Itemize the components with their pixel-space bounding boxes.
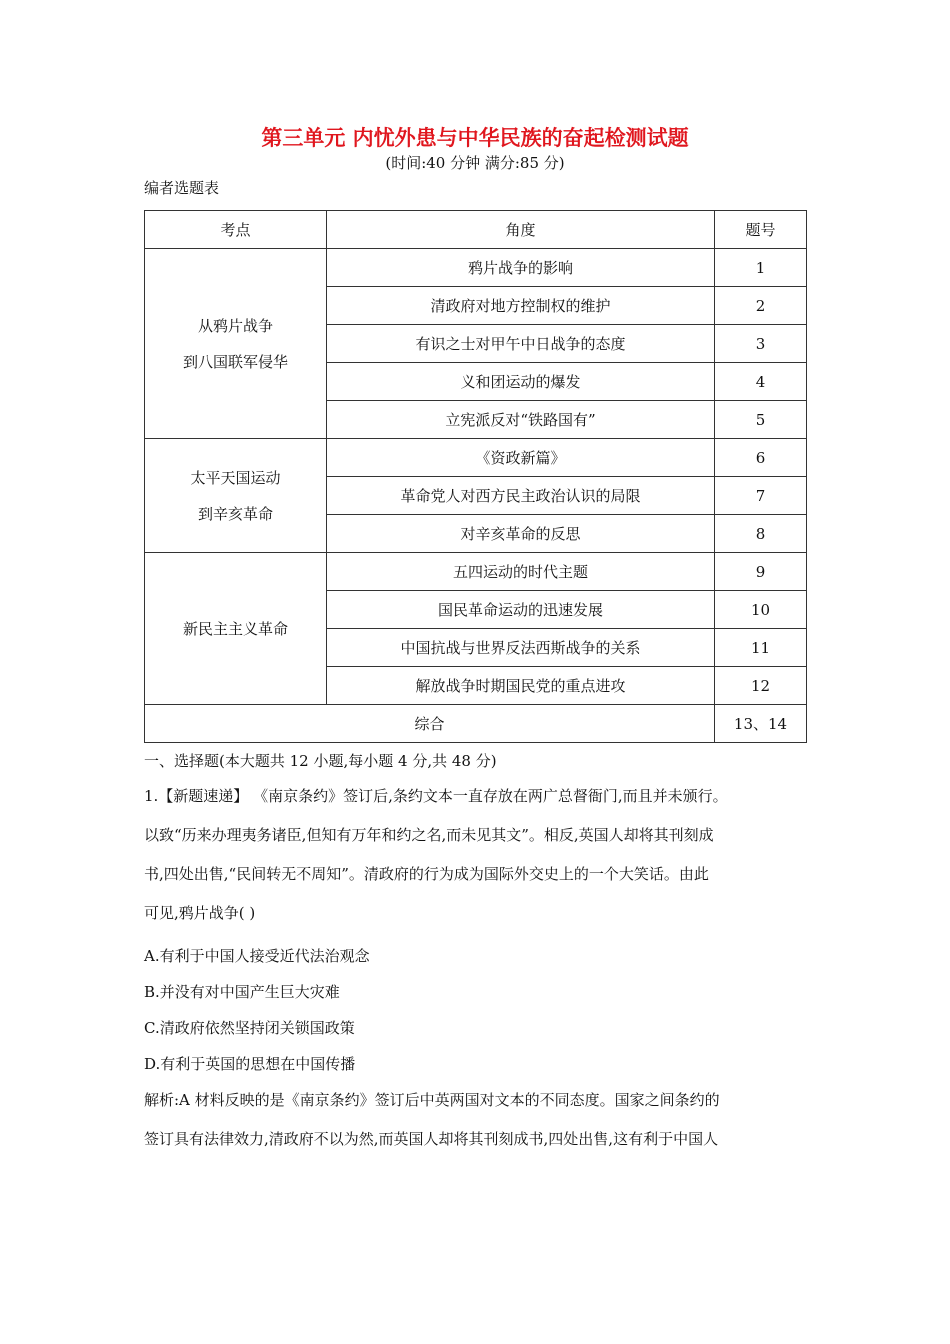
question-line: 以致“历来办理夷务诸臣,但知有万年和约之名,而未见其文”。相反,英国人却将其刊刻成 (144, 826, 714, 844)
table-row (145, 249, 807, 287)
angle-cell: 革命党人对西方民主政治认识的局限 (327, 477, 715, 515)
question-line: 可见,鸦片战争( ) (144, 904, 256, 922)
selection-table (144, 210, 807, 743)
selection-table-body (145, 211, 807, 743)
topic-line: 从鸦片战争 (197, 316, 273, 335)
number-cell: 5 (715, 401, 807, 439)
angle-cell: 中国抗战与世界反法西斯战争的关系 (327, 629, 715, 667)
analysis-line: 签订具有法律效力,清政府不以为然,而英国人却将其刊刻成书,四处出售,这有利于中国人 (144, 1130, 719, 1148)
number-cell: 6 (715, 439, 807, 477)
summary-number: 13、14 (715, 705, 807, 743)
number-cell: 9 (715, 553, 807, 591)
angle-cell: 《资政新篇》 (327, 439, 715, 477)
table-row (145, 439, 807, 477)
topic-line: 新民主主义革命 (182, 619, 288, 638)
answer-option: C.清政府依然坚持闭关锁国政策 (144, 1019, 355, 1037)
question-line: 1.【新题速递】 《南京条约》签订后,条约文本一直存放在两广总督衙门,而且并未颁行。 (144, 787, 728, 805)
topic-cell (145, 249, 327, 439)
number-cell: 10 (715, 591, 807, 629)
header-topic: 考点 (145, 211, 327, 249)
topic-cell (145, 553, 327, 705)
answer-option: D.有利于英国的思想在中国传播 (144, 1055, 356, 1073)
number-cell: 8 (715, 515, 807, 553)
topic-cell (145, 439, 327, 553)
analysis-line: 解析:A 材料反映的是《南京条约》签订后中英两国对文本的不同态度。国家之间条约的 (144, 1091, 720, 1109)
angle-cell: 义和团运动的爆发 (327, 363, 715, 401)
document-title: 第三单元 内忧外患与中华民族的奋起检测试题 (261, 126, 689, 150)
header-number: 题号 (715, 211, 807, 249)
topic-line: 到八国联军侵华 (182, 352, 288, 371)
topic-line: 太平天国运动 (190, 468, 281, 487)
number-cell: 12 (715, 667, 807, 705)
table-row (145, 553, 807, 591)
number-cell: 3 (715, 325, 807, 363)
angle-cell: 有识之士对甲午中日战争的态度 (327, 325, 715, 363)
angle-cell: 解放战争时期国民党的重点进攻 (327, 667, 715, 705)
answer-option: A.有利于中国人接受近代法治观念 (144, 947, 370, 965)
header-angle: 角度 (327, 211, 715, 249)
number-cell: 11 (715, 629, 807, 667)
angle-cell: 鸦片战争的影响 (327, 249, 715, 287)
question-line: 书,四处出售,“民间转无不周知”。清政府的行为成为国际外交史上的一个大笑话。由此 (144, 865, 709, 883)
section-heading: 一、选择题(本大题共 12 小题,每小题 4 分,共 48 分) (144, 752, 497, 770)
table-caption: 编者选题表 (144, 179, 220, 197)
number-cell: 1 (715, 249, 807, 287)
number-cell: 4 (715, 363, 807, 401)
angle-cell: 五四运动的时代主题 (327, 553, 715, 591)
summary-label: 综合 (145, 705, 715, 743)
document-subtitle: (时间:40 分钟 满分:85 分) (385, 154, 565, 172)
topic-line: 到辛亥革命 (197, 504, 273, 523)
number-cell: 2 (715, 287, 807, 325)
table-header-row (145, 211, 807, 249)
angle-cell: 立宪派反对“铁路国有” (327, 401, 715, 439)
angle-cell: 对辛亥革命的反思 (327, 515, 715, 553)
number-cell: 7 (715, 477, 807, 515)
angle-cell: 清政府对地方控制权的维护 (327, 287, 715, 325)
angle-cell: 国民革命运动的迅速发展 (327, 591, 715, 629)
answer-option: B.并没有对中国产生巨大灾难 (144, 983, 340, 1001)
summary-row (145, 705, 807, 743)
